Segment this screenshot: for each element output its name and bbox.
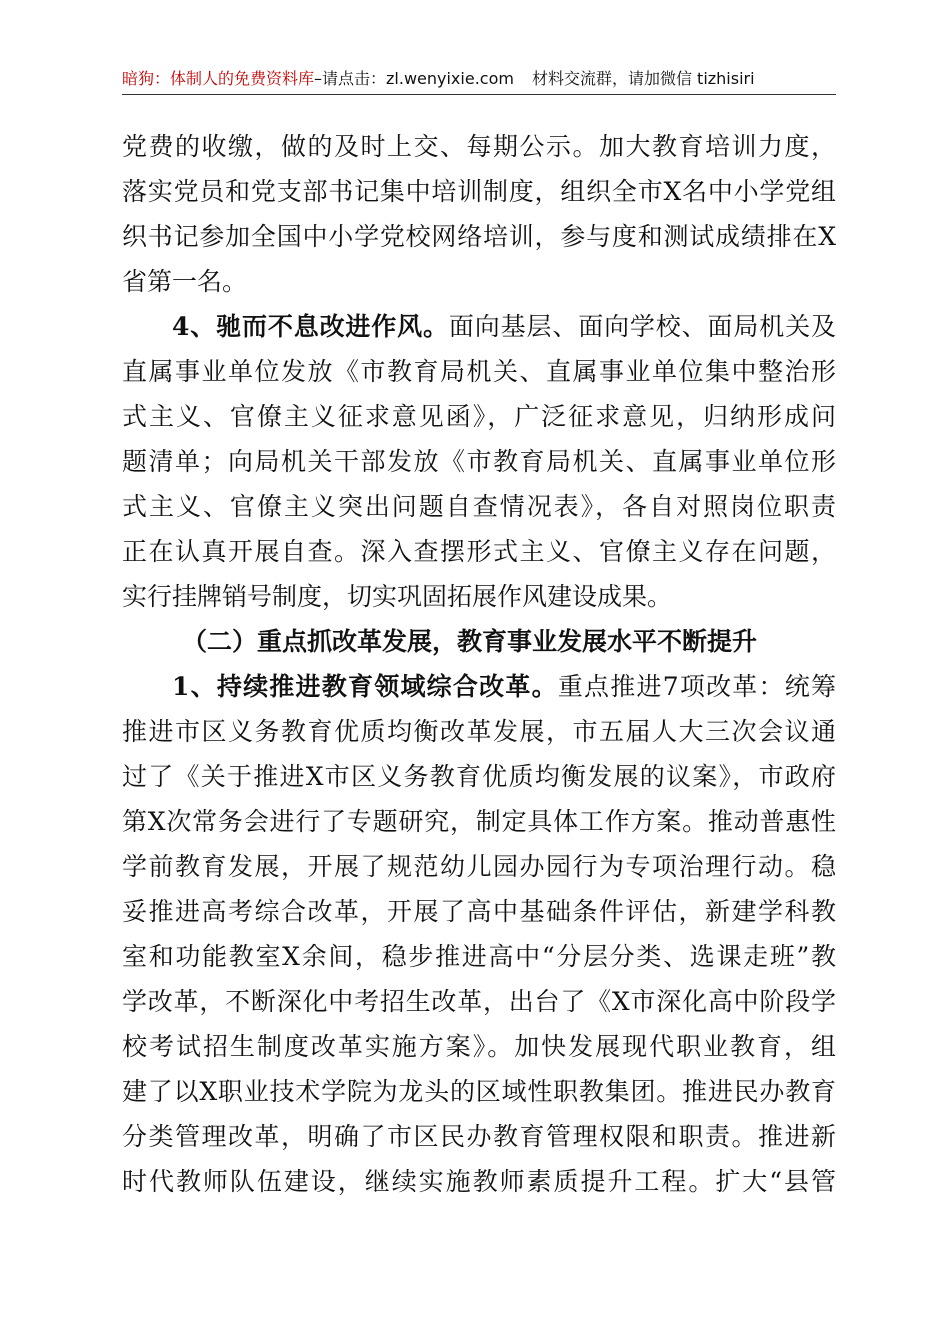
text-line: 式主义、官僚主义突出问题自查情况表》，各自对照岗位职责 [122, 492, 836, 521]
text-line: 正在认真开展自查。深入查摆形式主义、官僚主义存在问题， [122, 537, 836, 566]
header-site-name: 暗狗：体制人的免费资料库 [122, 69, 315, 88]
text-span: 重点推进7项改革：统筹 [557, 672, 836, 701]
text-line: 第X次常务会进行了专题研究，制定具体工作方案。推动普惠性 [122, 807, 836, 836]
paragraph-heading: 1、持续推进教育领域综合改革。 [172, 672, 558, 701]
text-line: 室和功能教室X余间，稳步推进高中“分层分类、选课走班”教 [122, 942, 836, 971]
paragraph-heading: 4、驰而不息改进作风。 [172, 312, 449, 341]
text-line: 织书记参加全国中小学党校网络培训，参与度和测试成绩排在X [122, 222, 836, 251]
paragraph-first-line [122, 664, 836, 709]
text-line: 实行挂牌销号制度，切实巩固拓展作风建设成果。 [122, 582, 673, 611]
text-line: 式主义、官僚主义征求意见函》，广泛征求意见，归纳形成问 [122, 402, 836, 431]
text-line: 直属事业单位发放《市教育局机关、直属事业单位集中整治形 [122, 357, 836, 386]
text-line: 时代教师队伍建设，继续实施教师素质提升工程。扩大“县管 [122, 1167, 836, 1196]
text-line: 过了《关于推进X市区义务教育优质均衡发展的议案》，市政府 [122, 762, 836, 791]
text-line: 推进市区义务教育优质均衡改革发展，市五届人大三次会议通 [122, 717, 836, 746]
header-wechat: 材料交流群，请加微信 tizhisiri [531, 69, 755, 88]
text-line: 妥推进高考综合改革，开展了高中基础条件评估，新建学科教 [122, 897, 836, 926]
text-line: 落实党员和党支部书记集中培训制度，组织全市X名中小学党组 [122, 177, 836, 206]
text-line: 党费的收缴，做的及时上交、每期公示。加大教育培训力度， [122, 132, 836, 161]
header-link[interactable]: –请点击：zl.wenyixie.com [314, 69, 514, 88]
text-line: 分类管理改革，明确了市区民办教育管理权限和职责。推进新 [122, 1122, 836, 1151]
text-line: 题清单；向局机关干部发放《市教育局机关、直属事业单位形 [122, 447, 836, 476]
text-span: 面向基层、面向学校、面局机关及 [448, 312, 836, 341]
text-line: 省第一名。 [122, 267, 248, 296]
text-line: 学前教育发展，开展了规范幼儿园办园行为专项治理行动。稳 [122, 852, 836, 881]
page-header [122, 68, 836, 90]
text-line: 建了以X职业技术学院为龙头的区域性职教集团。推进民办教育 [122, 1077, 836, 1106]
document-body [122, 124, 836, 1204]
text-line: 校考试招生制度改革实施方案》。加快发展现代职业教育，组 [122, 1032, 836, 1061]
text-line: 学改革，不断深化中考招生改革，出台了《X市深化高中阶段学 [122, 987, 836, 1016]
paragraph-first-line [122, 304, 836, 349]
section-title: （二）重点抓改革发展，教育事业发展水平不断提升 [182, 627, 758, 656]
header-divider [122, 94, 836, 95]
